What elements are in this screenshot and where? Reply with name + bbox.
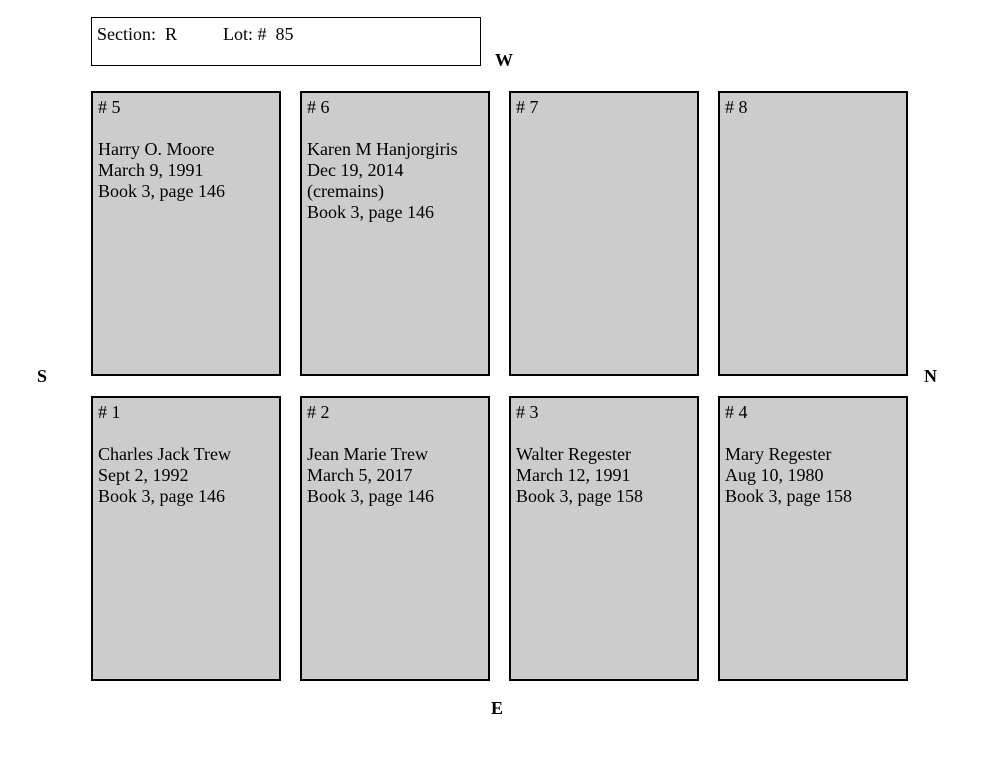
plot-date: Sept 2, 1992 (98, 465, 189, 485)
plot-date: March 9, 1991 (98, 160, 204, 180)
plot-date: Dec 19, 2014 (307, 160, 404, 180)
plot-number: # 2 (307, 402, 330, 422)
plot-date: March 12, 1991 (516, 465, 631, 485)
plot-name: Jean Marie Trew (307, 444, 428, 464)
plot-name: Karen M Hanjorgiris (307, 139, 458, 159)
plot-number: # 4 (725, 402, 748, 422)
plot-number: # 5 (98, 97, 121, 117)
plot-date: March 5, 2017 (307, 465, 413, 485)
plot-8 (718, 91, 908, 376)
section-lot-header (91, 17, 481, 66)
plot-number: # 7 (516, 97, 539, 117)
plot-2 (300, 396, 490, 681)
plot-name: Walter Regester (516, 444, 631, 464)
plot-number: # 1 (98, 402, 121, 422)
plot-1 (91, 396, 281, 681)
plot-4 (718, 396, 908, 681)
plot-number: # 8 (725, 97, 748, 117)
plot-record: Book 3, page 146 (98, 181, 225, 201)
plot-record: Book 3, page 146 (307, 202, 434, 222)
compass-west: W (495, 50, 513, 70)
plot-record: Book 3, page 146 (98, 486, 225, 506)
lot-label: Lot: # (223, 24, 267, 44)
plot-name: Charles Jack Trew (98, 444, 231, 464)
plot-name: Harry O. Moore (98, 139, 215, 159)
plot-record: Book 3, page 146 (307, 486, 434, 506)
lot-value: 85 (275, 24, 294, 44)
compass-east: E (491, 698, 504, 718)
plot-5 (91, 91, 281, 376)
plot-6 (300, 91, 490, 376)
compass-south: S (37, 366, 48, 386)
plot-number: # 6 (307, 97, 330, 117)
plot-7 (509, 91, 699, 376)
plot-record: Book 3, page 158 (725, 486, 852, 506)
plot-record: Book 3, page 158 (516, 486, 643, 506)
plot-number: # 3 (516, 402, 539, 422)
section-value: R (165, 24, 178, 44)
plot-date: Aug 10, 1980 (725, 465, 824, 485)
plot-name: Mary Regester (725, 444, 832, 464)
section-label: Section: (97, 24, 156, 44)
compass-north: N (924, 366, 937, 386)
plot-3 (509, 396, 699, 681)
plot-note: (cremains) (307, 181, 384, 201)
